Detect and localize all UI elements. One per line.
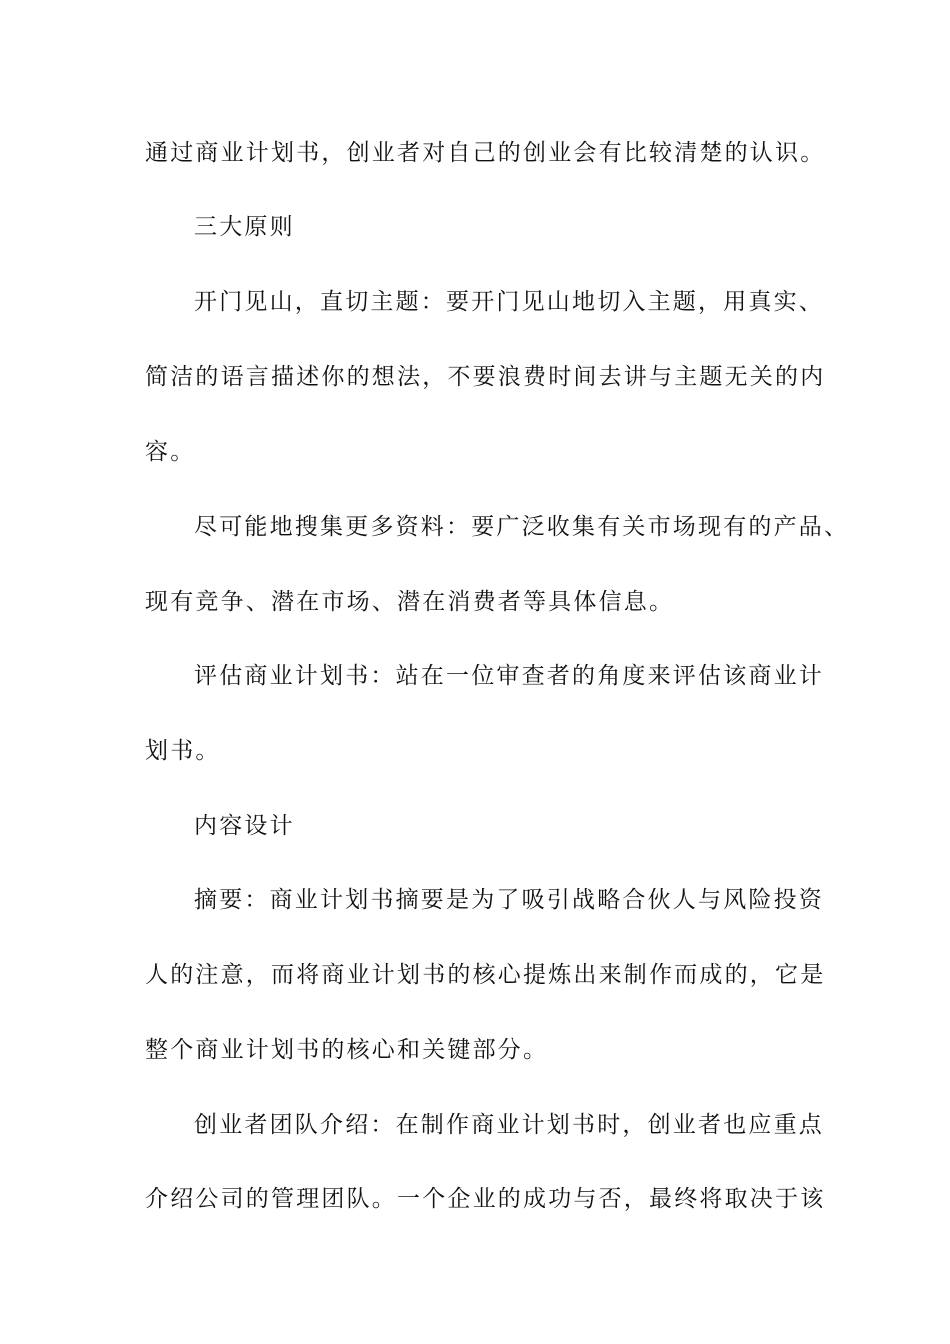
paragraph-line: 人的注意，而将商业计划书的核心提炼出来制作而成的，它是	[145, 962, 826, 988]
section-heading: 内容设计	[194, 813, 295, 839]
paragraph-line: 摘要：商业计划书摘要是为了吸引战略合伙人与风险投资	[194, 887, 824, 913]
paragraph-line: 划书。	[145, 738, 221, 764]
paragraph-line: 开门见山，直切主题：要开门见山地切入主题，用真实、	[194, 289, 824, 315]
paragraph-line: 尽可能地搜集更多资料：要广泛收集有关市场现有的产品、	[194, 514, 850, 540]
paragraph-line: 现有竞争、潜在市场、潜在消费者等具体信息。	[145, 589, 675, 615]
paragraph-line: 容。	[145, 439, 196, 465]
paragraph-line: 介绍公司的管理团队。一个企业的成功与否，最终将取决于该	[145, 1186, 826, 1212]
section-heading: 三大原则	[194, 214, 295, 240]
paragraph-line: 整个商业计划书的核心和关键部分。	[145, 1037, 549, 1063]
paragraph-line: 创业者团队介绍：在制作商业计划书时，创业者也应重点	[194, 1112, 824, 1138]
paragraph-line: 简洁的语言描述你的想法，不要浪费时间去讲与主题无关的内	[145, 364, 826, 390]
paragraph-line: 评估商业计划书：站在一位审查者的角度来评估该商业计	[194, 663, 824, 689]
paragraph-line: 通过商业计划书，创业者对自己的创业会有比较清楚的认识。	[145, 140, 826, 166]
